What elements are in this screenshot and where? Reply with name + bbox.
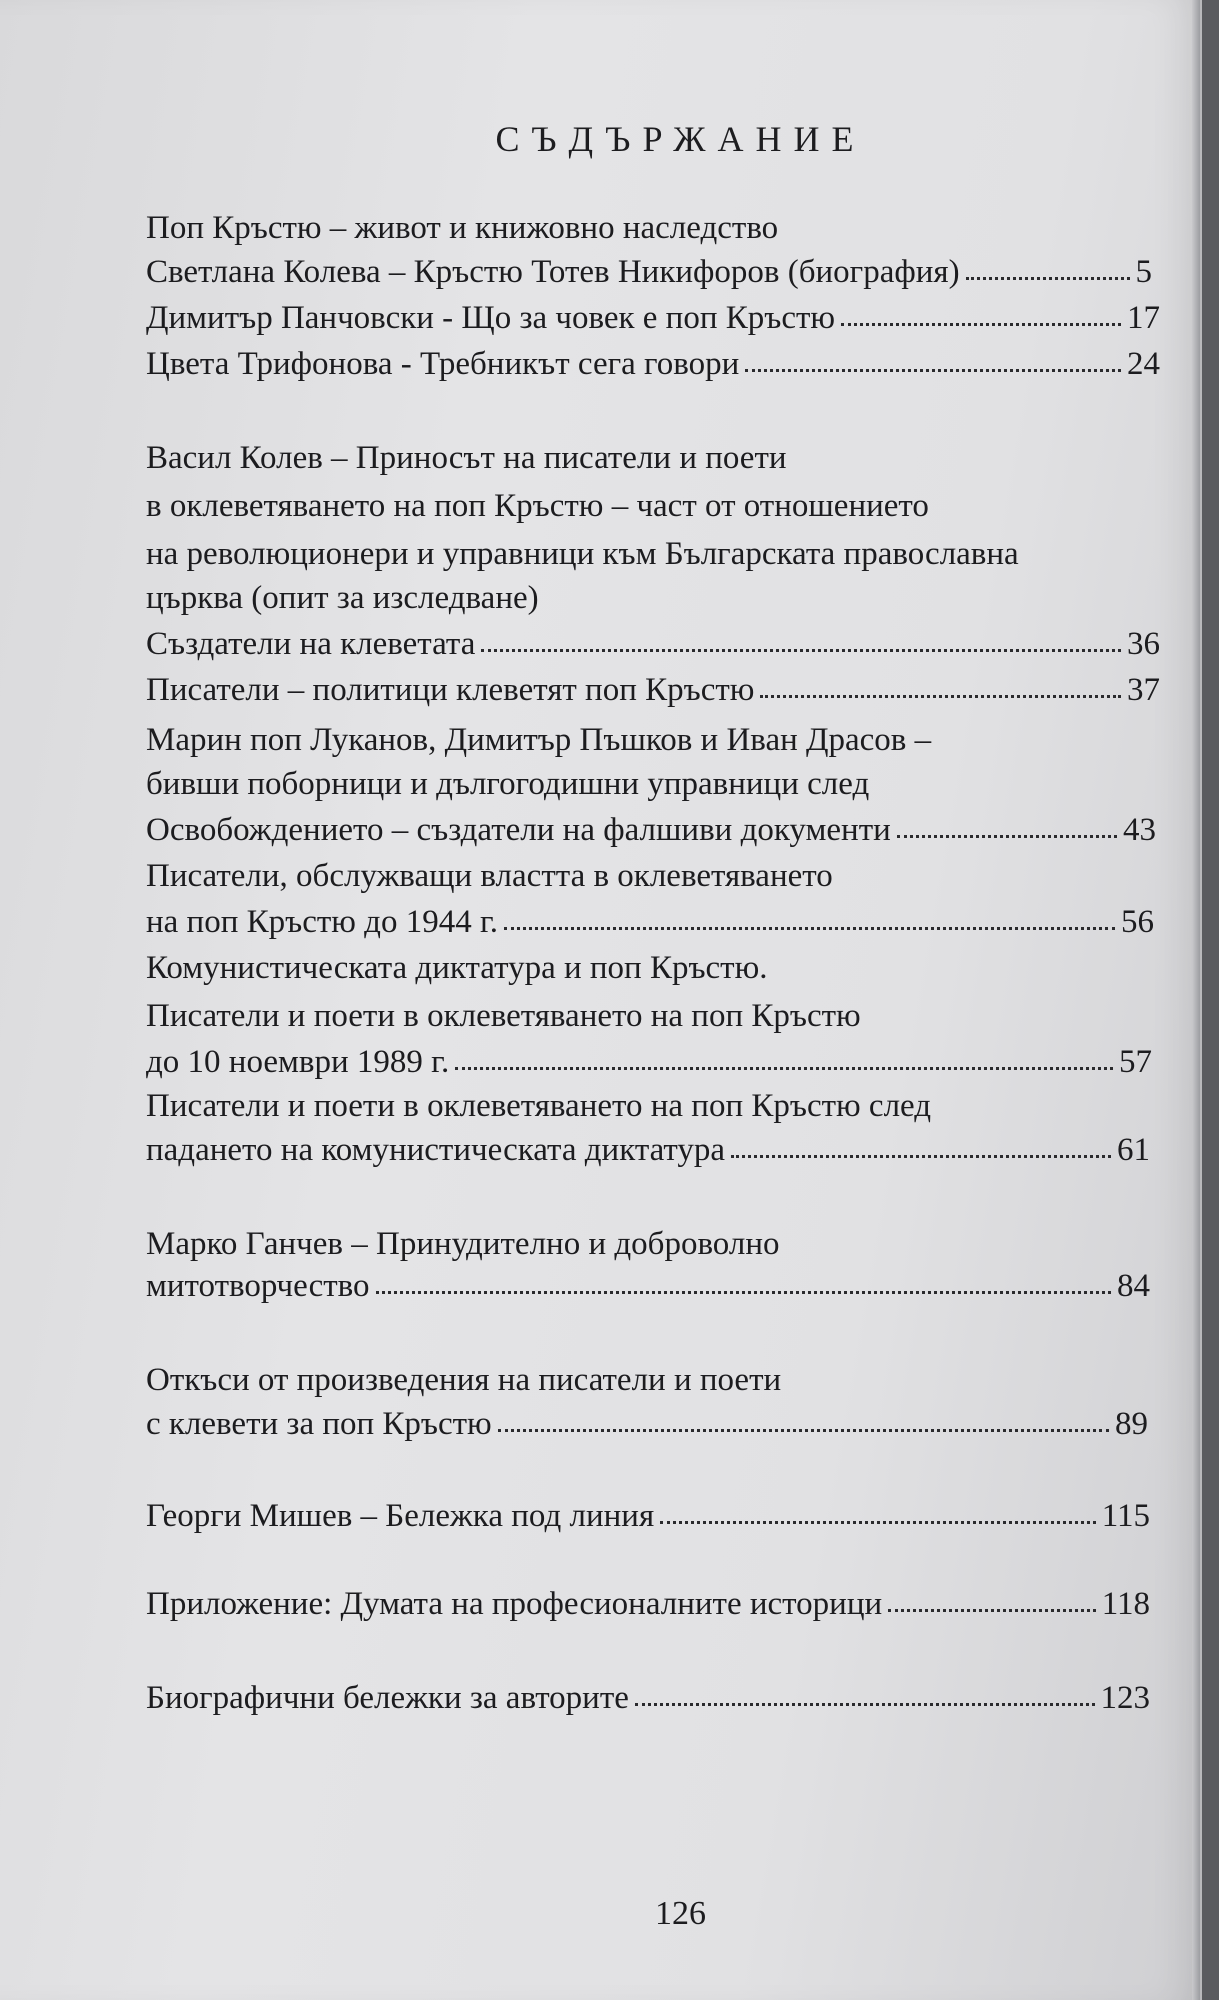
toc-entry-text: Освобождението – създатели на фалшиви документи — [146, 812, 891, 848]
toc-line — [146, 1582, 1150, 1626]
toc-line — [146, 1402, 1148, 1446]
toc-entry-text: Марин поп Луканов, Димитър Пъшков и Иван Драсов – — [146, 722, 932, 758]
toc-line — [146, 900, 1154, 944]
toc-entry-text: до 10 ноември 1989 г. — [146, 1044, 450, 1080]
toc-line — [146, 1264, 1150, 1308]
toc-page-number: 57 — [1119, 1044, 1152, 1080]
toc-entry-text: митотворчество — [146, 1268, 370, 1304]
toc-entry-text: църква (опит за изследване) — [146, 580, 539, 616]
toc-entry-text: Откъси от произведения на писатели и поети — [146, 1362, 782, 1398]
toc-page-number: 89 — [1115, 1406, 1148, 1442]
toc-entry-text: Димитър Панчовски - Що за човек е поп Кръстю — [146, 300, 836, 336]
toc-entry-text: Биографични бележки за авторите — [146, 1680, 629, 1716]
dot-leader — [635, 1699, 1095, 1706]
toc-entry-text: падането на комунистическата диктатура — [146, 1132, 726, 1168]
dot-leader — [731, 1151, 1111, 1158]
toc-page-number: 84 — [1117, 1268, 1150, 1304]
toc-page-number: 24 — [1127, 346, 1160, 382]
toc-line — [146, 296, 1160, 340]
toc-line — [146, 1040, 1152, 1084]
toc-entry-text: Писатели и поети в оклеветяването на поп Кръстю — [146, 998, 861, 1034]
toc-page-number: 115 — [1101, 1498, 1150, 1534]
toc-entry-text: Марко Ганчев – Принудително и доброволно — [146, 1226, 780, 1262]
toc-line — [146, 250, 1152, 294]
toc-line — [146, 1676, 1150, 1720]
toc-line — [146, 484, 1200, 528]
toc-line — [146, 946, 1200, 990]
dot-leader — [498, 1425, 1109, 1432]
toc-entry-text: Цвета Трифонова - Требникът сега говори — [146, 346, 740, 382]
toc-page-number: 43 — [1123, 812, 1156, 848]
toc-entry-text: на поп Кръстю до 1944 г. — [146, 904, 499, 940]
toc-page-number: 37 — [1127, 672, 1160, 708]
toc-line — [146, 576, 1200, 620]
page-number: 126 — [655, 1895, 706, 1932]
toc-page-number: 61 — [1117, 1132, 1150, 1168]
toc-entry-text: Писатели – политици клеветят поп Кръстю — [146, 672, 755, 708]
dot-leader — [481, 645, 1121, 652]
toc-entry-text: на революционери и управници към Българската православна — [146, 536, 1019, 572]
toc-entry-text: бивши поборници и дългогодишни управници след — [146, 766, 870, 802]
toc-entry-text: Светлана Колева – Кръстю Тотев Никифоров (биография) — [146, 254, 960, 290]
toc-page-number: 118 — [1101, 1586, 1150, 1622]
toc-entry-text: Писатели, обслужващи властта в оклеветяването — [146, 858, 833, 894]
toc-line — [146, 622, 1160, 666]
toc-line — [146, 1084, 1200, 1128]
toc-page-number: 17 — [1127, 300, 1160, 336]
toc-line — [146, 762, 1200, 806]
toc-line — [146, 808, 1156, 852]
toc-entry-text: Комунистическата диктатура и поп Кръстю. — [146, 950, 768, 986]
toc-line — [146, 436, 1200, 480]
toc-entry-text: Васил Колев – Приносът на писатели и поети — [146, 440, 787, 476]
toc-line — [146, 1358, 1200, 1402]
toc-line — [146, 1222, 1200, 1266]
dot-leader — [504, 923, 1115, 930]
dot-leader — [376, 1287, 1111, 1294]
toc-entry-text: Писатели и поети в оклеветяването на поп Кръстю след — [146, 1088, 932, 1124]
dot-leader — [897, 831, 1117, 838]
toc-entry-text: Георги Мишев – Бележка под линия — [146, 1498, 655, 1534]
toc-entry-text: Поп Кръстю – живот и книжовно наследство — [146, 210, 779, 246]
toc-entry-text: Приложение: Думата на професионалните историци — [146, 1586, 883, 1622]
page-title: СЪДЪРЖАНИЕ — [495, 119, 866, 159]
toc-page-number: 36 — [1127, 626, 1160, 662]
dot-leader — [760, 691, 1121, 698]
dot-leader — [888, 1605, 1096, 1612]
toc-entry-text: Създатели на клеветата — [146, 626, 476, 662]
dot-leader — [841, 319, 1121, 326]
toc-line — [146, 668, 1160, 712]
toc-line — [146, 342, 1160, 386]
dot-leader — [660, 1517, 1096, 1524]
toc-page-number: 5 — [1135, 254, 1152, 290]
toc-entry-text: с клевети за поп Кръстю — [146, 1406, 492, 1442]
toc-line — [146, 206, 1200, 250]
toc-entry-text: в оклеветяването на поп Кръстю – част от отношението — [146, 488, 929, 524]
dot-leader — [745, 365, 1121, 372]
dot-leader — [966, 273, 1130, 280]
toc-line — [146, 994, 1200, 1038]
toc-line — [146, 718, 1200, 762]
toc-page-number: 123 — [1100, 1680, 1150, 1716]
toc-line — [146, 1494, 1150, 1538]
toc-line — [146, 854, 1200, 898]
toc-line — [146, 1128, 1150, 1172]
toc-page-number: 56 — [1121, 904, 1154, 940]
dot-leader — [455, 1063, 1113, 1070]
toc-line — [146, 532, 1200, 576]
